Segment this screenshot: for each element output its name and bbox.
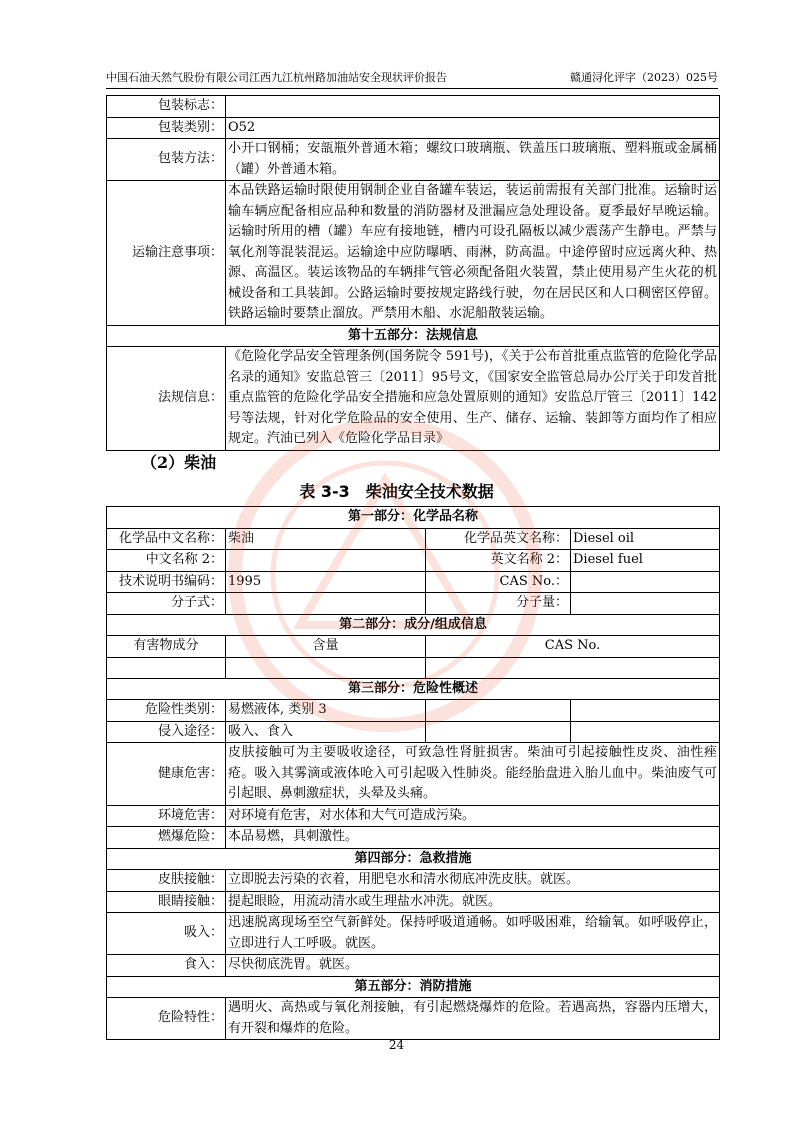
pkg-class-label: 包装类别： bbox=[107, 117, 226, 139]
component-empty-cell bbox=[107, 657, 226, 678]
harmful-component-header: 有害物成分 bbox=[107, 636, 226, 658]
hazard-class-label: 危险性类别： bbox=[107, 700, 226, 722]
eye-label: 眼睛接触： bbox=[107, 891, 226, 913]
route-label: 侵入途径： bbox=[107, 721, 226, 743]
inhale-value: 迅速脱离现场至空气新鲜处。保持呼吸道通畅。如呼吸困难，给输氧。如呼吸停止，立即进行人工呼吸。就医。 bbox=[226, 913, 720, 955]
en-name-label: 化学品英文名称： bbox=[426, 528, 571, 550]
en-name-value: Diesel oil bbox=[571, 528, 720, 550]
ingest-value: 尽快彻底洗胃。就医。 bbox=[226, 955, 720, 977]
cn-name-value: 柴油 bbox=[226, 528, 426, 550]
header-report-number: 赣通浔化评字（2023）025号 bbox=[570, 71, 718, 84]
pkg-class-value: O52 bbox=[226, 117, 720, 139]
env-value: 对环境有危害，对水体和大气可造成污染。 bbox=[226, 805, 720, 827]
content-empty-cell bbox=[226, 657, 426, 678]
health-value: 皮肤接触可为主要吸收途径，可致急性肾脏损害。柴油可引起接触性皮炎、油性痤疮。吸入其雾滴或液体呛入可引起吸入性肺炎。能经胎盘进入胎儿血中。柴油废气可引起眼、鼻刺激症状，头晕及头痛。 bbox=[226, 743, 720, 806]
pkg-mark-value bbox=[226, 96, 720, 118]
section-15-heading: 第十五部分：法规信息 bbox=[107, 325, 720, 347]
hazard-empty-2 bbox=[571, 700, 720, 722]
page-number: 24 bbox=[388, 1038, 405, 1052]
cas-empty-cell bbox=[426, 657, 720, 678]
cas-label: CAS No.： bbox=[426, 571, 571, 593]
tech-code-label: 技术说明书编码： bbox=[107, 571, 226, 593]
env-label: 环境危害： bbox=[107, 805, 226, 827]
transport-label: 运输注意事项： bbox=[107, 181, 226, 326]
formula-label: 分子式： bbox=[107, 593, 226, 615]
cn-name-label: 化学品中文名称： bbox=[107, 528, 226, 550]
cn-name2-value bbox=[226, 550, 426, 572]
hazard-class-value: 易燃液体, 类别 3 bbox=[226, 700, 426, 722]
transport-value: 本品铁路运输时限使用钢制企业自备罐车装运，装运前需报有关部门批准。运输时运输车辆应配备相应品种和数量的消防器材及泄漏应急处理设备。夏季最好早晚运输。运输时所用的槽（罐）车应有接地链，槽内可设孔隔板以减少震荡产生静电。严禁与氧化剂等混装混运。运输途中应防曝晒、雨淋，防高温。中途停留时应远离火种、热源、高温区。装运该物品的车辆排气管必须配备阻火装置，禁止使用易产生火花的机械设备和工具装卸。公路运输时要按规定路线行驶，勿在居民区和人口稠密区停留。铁路运输时要禁止溜放。严禁用木船、水泥船散装运输。 bbox=[226, 181, 720, 326]
danger-label: 危险特性： bbox=[107, 998, 226, 1040]
regulation-label: 法规信息： bbox=[107, 347, 226, 451]
cas-no-header: CAS No. bbox=[426, 636, 720, 658]
diesel-safety-table bbox=[106, 506, 720, 1040]
tech-code-value: 1995 bbox=[226, 571, 426, 593]
section-1-heading: 第一部分：化学品名称 bbox=[107, 507, 720, 529]
gasoline-table-continued bbox=[106, 95, 720, 451]
section-4-heading: 第四部分：急救措施 bbox=[107, 848, 720, 870]
health-label: 健康危害： bbox=[107, 743, 226, 806]
fire-label: 燃爆危险： bbox=[107, 827, 226, 849]
inhale-label: 吸入： bbox=[107, 913, 226, 955]
hazard-empty-1 bbox=[426, 700, 571, 722]
en-name2-value: Diesel fuel bbox=[571, 550, 720, 572]
table-caption: 表 3-3 柴油安全技术数据 bbox=[299, 482, 494, 501]
mw-label: 分子量： bbox=[426, 593, 571, 615]
section-5-heading: 第五部分：消防措施 bbox=[107, 976, 720, 998]
en-name2-label: 英文名称 2： bbox=[426, 550, 571, 572]
mw-value bbox=[571, 593, 720, 615]
page-header bbox=[106, 70, 718, 86]
fire-value: 本品易燃，具刺激性。 bbox=[226, 827, 720, 849]
section-2-heading: 第二部分：成分/组成信息 bbox=[107, 614, 720, 636]
pkg-method-value: 小开口钢桶；安瓿瓶外普通木箱；螺纹口玻璃瓶、铁盖压口玻璃瓶、塑料瓶或金属桶（罐）外普通木箱。 bbox=[226, 139, 720, 181]
ingest-label: 食入： bbox=[107, 955, 226, 977]
cas-value bbox=[571, 571, 720, 593]
header-rule bbox=[106, 88, 718, 89]
pkg-method-label: 包装方法： bbox=[107, 139, 226, 181]
cn-name2-label: 中文名称 2： bbox=[107, 550, 226, 572]
route-empty-2 bbox=[571, 721, 720, 743]
eye-value: 提起眼睑，用流动清水或生理盐水冲洗。就医。 bbox=[226, 891, 720, 913]
formula-value bbox=[226, 593, 426, 615]
route-empty-1 bbox=[426, 721, 571, 743]
header-report-title: 中国石油天然气股份有限公司江西九江杭州路加油站安全现状评价报告 bbox=[106, 71, 447, 84]
danger-value: 遇明火、高热或与氧化剂接触，有引起燃烧爆炸的危险。若遇高热，容器内压增大，有开裂和爆炸的危险。 bbox=[226, 998, 720, 1040]
skin-label: 皮肤接触： bbox=[107, 870, 226, 892]
route-value: 吸入、食入 bbox=[226, 721, 426, 743]
section-3-heading: 第三部分：危险性概述 bbox=[107, 678, 720, 700]
diesel-subheading: （2）柴油 bbox=[141, 453, 217, 472]
pkg-mark-label: 包装标志： bbox=[107, 96, 226, 118]
regulation-value: 《危险化学品安全管理条例(国务院令 591号)，《关于公布首批重点监管的危险化学品名录的通知》安监总管三〔2011〕95号文，《国家安全监管总局办公厅关于印发首批重点监管的危险化学品安全措施和应急处置原则的通知》安监总厅管三〔2011〕142号等法规，针对化学危险品的安全使用、生产、储存、运输、装卸等方面均作了相应规定。汽油已列入《危险化学品目录》 bbox=[226, 347, 720, 451]
content-header: 含量 bbox=[226, 636, 426, 658]
skin-value: 立即脱去污染的衣着，用肥皂水和清水彻底冲洗皮肤。就医。 bbox=[226, 870, 720, 892]
